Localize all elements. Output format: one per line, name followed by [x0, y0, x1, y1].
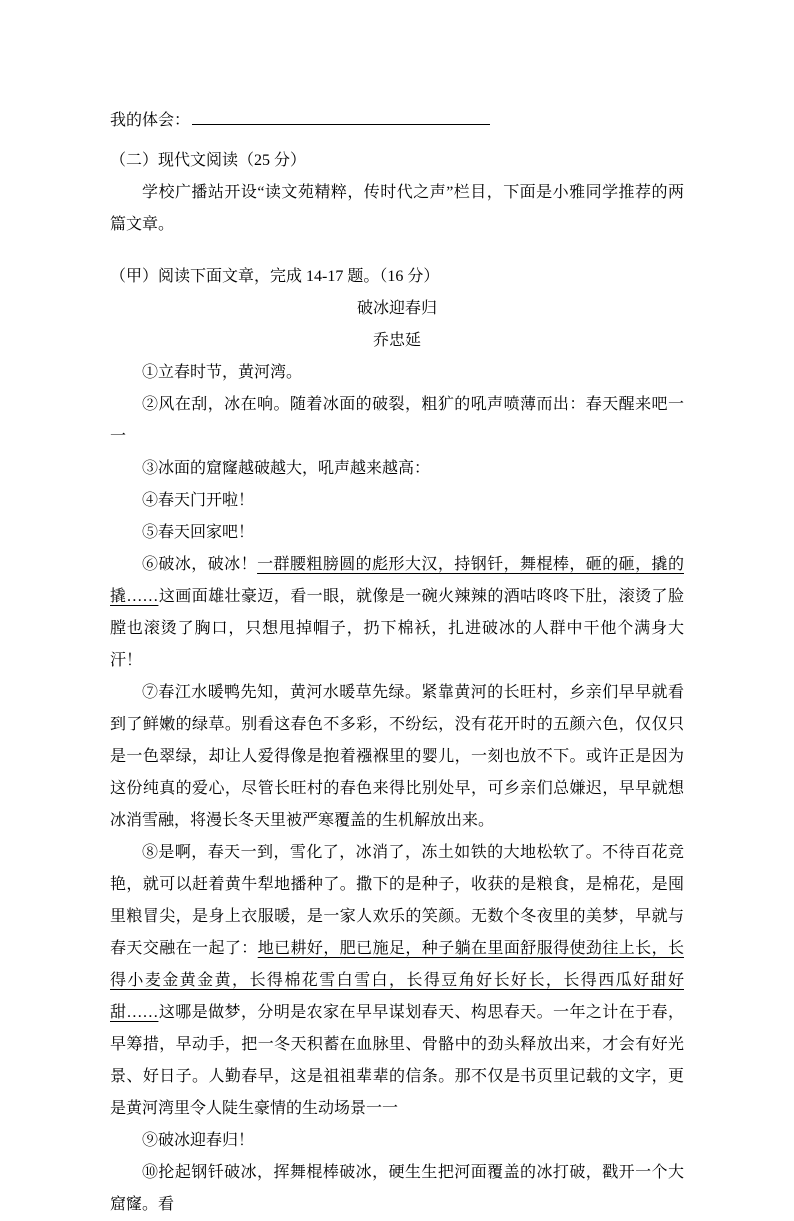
passage-paragraph-7 — [110, 677, 684, 837]
passage-paragraph-4 — [110, 485, 684, 517]
text-segment: 这画面雄壮豪迈，看一眼，就像是一碗火辣辣的酒咕咚咚下肚，滚烫了脸膛也滚烫了胸口，只想甩掉帽子，扔下棉袄，扎进破冰的人群中干他个满身大汗！ — [110, 588, 684, 669]
reflection-label: 我的体会： — [110, 112, 191, 129]
text-segment: ⑤春天回家吧！ — [142, 524, 255, 541]
underlined-text-segment: 地已耕好，肥已施足，种子躺在里面舒服得使劲往上长，长得小麦金黄金黄，长得棉花雪白雪白，长得豆角好长好长，长得西瓜好甜好甜…… — [110, 940, 684, 1021]
passage-paragraph-3 — [110, 453, 684, 485]
text-segment: ③冰面的窟窿越破越大，吼声越来越高： — [142, 460, 431, 477]
reflection-row — [110, 105, 684, 137]
text-segment: ⑨破冰迎春归！ — [142, 1132, 255, 1149]
passage-instruction: （甲）阅读下面文章，完成 14-17 题。（16 分） — [110, 268, 440, 285]
passage-paragraph-5 — [110, 517, 684, 549]
text-segment: ⑦春江水暖鸭先知，黄河水暖草先绿。紧靠黄河的长旺村，乡亲们早早就看到了鲜嫩的绿草。别看这春色不多彩，不纷纭，没有花开时的五颜六色，仅仅只是一色翠绿，却让人爱得像是抱着襁褓里的婴儿，一刻也放不下。或许正是因为这份纯真的爱心，尽管长旺村的春色来得比别处早，可乡亲们总嫌迟，早早就想冰消雪融，将漫长冬天里被严寒覆盖的生机解放出来。 — [110, 684, 684, 829]
passage-paragraph-1 — [110, 357, 684, 389]
text-segment: ①立春时节，黄河湾。 — [142, 364, 303, 381]
passage-body — [110, 357, 684, 1221]
text-segment: 这哪是做梦，分明是农家在早早谋划春天、构思春天。一年之计在于春，早筹措，早动手，把一冬天积蓄在血脉里、骨骼中的劲头释放出来，才会有好光景、好日子。人勤春早，这是祖祖辈辈的信条。那不仅是书页里记载的文字，更是黄河湾里令人陡生豪情的生动场景一一 — [110, 1004, 684, 1117]
section-heading: （二）现代文阅读（25 分） — [110, 152, 307, 169]
passage-paragraph-8 — [110, 837, 684, 1125]
text-segment: ⑥破冰，破冰！ — [142, 556, 258, 573]
text-segment: ⑧是啊，春天一到，雪化了，冰消了，冻土如铁的大地松软了。不待百花竞艳，就可以赶着黄牛犁地播种了。撒下的是种子，收获的是粮食，是棉花，是囤里粮冒尖，是身上衣服暖，是一家人欢乐的笑颜。无数个冬夜里的美梦，早就与春天交融在一起了： — [110, 844, 684, 957]
passage-author: 乔忠延 — [372, 332, 421, 349]
passage-paragraph-9 — [110, 1125, 684, 1157]
reflection-blank-line[interactable] — [192, 109, 490, 125]
section-intro: 学校广播站开设“读文苑精粹，传时代之声”栏目，下面是小雅同学推荐的两篇文章。 — [110, 184, 684, 233]
text-segment: ④春天门开啦！ — [142, 492, 255, 509]
passage-paragraph-10 — [110, 1157, 684, 1221]
text-segment: ②风在刮，冰在响。随着冰面的破裂，粗犷的吼声喷薄而出：春天醒来吧一一 — [110, 396, 684, 445]
passage-paragraph-2 — [110, 389, 684, 453]
underlined-text-segment: 一群腰粗膀圆的彪形大汉，持钢钎，舞棍棒，砸的砸，撬的撬…… — [110, 556, 684, 605]
passage-paragraph-6 — [110, 549, 684, 677]
passage-title: 破冰迎春归 — [356, 300, 437, 317]
text-segment: ⑩抡起钢钎破冰，挥舞棍棒破冰，硬生生把河面覆盖的冰打破，戳开一个大窟窿。看 — [110, 1164, 684, 1213]
